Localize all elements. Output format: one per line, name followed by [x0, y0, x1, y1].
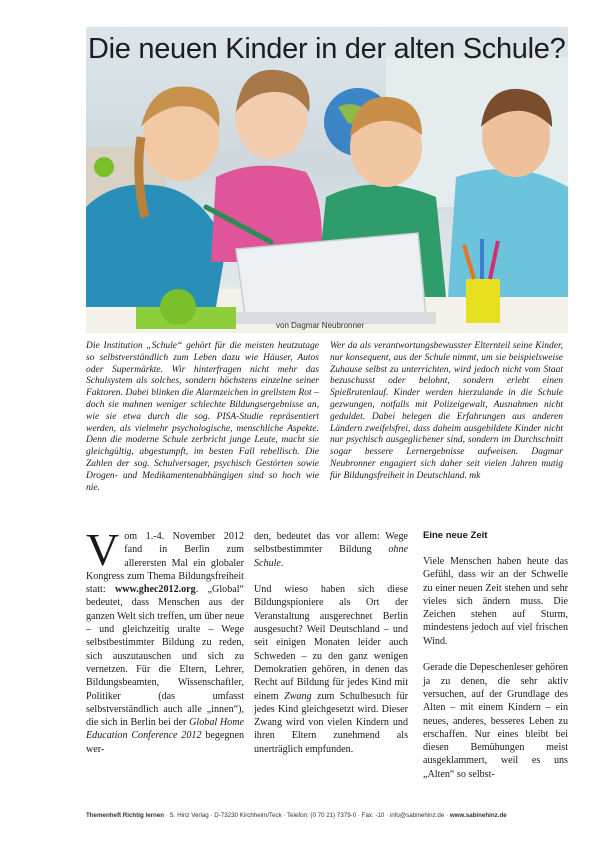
emphasis-text: Zwang: [284, 690, 312, 702]
event-name: Global Home Education Conference 2012: [86, 717, 244, 742]
website-link[interactable]: www.sabinehinz.de: [449, 812, 507, 819]
paragraph-text: begegnen wer-: [86, 730, 245, 755]
paragraph-text: den, bedeutet das vor allem: Wege selbstbestimmter Bildung: [254, 531, 408, 556]
intro-text-left: Die Institution „Schule“ gehört für die meisten heutzutage so selbstverständlich zum Leben dazu wie Häuser, Autos oder Supermärkte. Wir hinterfragen nicht mehr das Schulsystem als solches, sondern höchstens einzelne seiner Faktoren. Dabei blinken die Alarmzeichen in grellstem Rot – doch sie mahnen weniger schlechte Bildungsergebnisse an, wie sie etwa durch die sog. PISA-Studie repräsentiert werden, als vielmehr psychologische, menschliche Aspekte. Denn die moderne Schule zerbricht junge Leute, macht sie gleichgültig, abgestumpft, im besten Fall rebellisch. Die Zahlen der sog. Schulversager, psychisch Gestörten sowie Drogen- und Medikamentenabhängigen sind so hoch wie nie.: [86, 341, 319, 493]
intro-text-right: Wer da als verantwortungsbewusster Elternteil seine Kinder, nur konsequent, aus der Schule nimmt, um sie beispielsweise Zuhause selbst zu unterrichten, wird jedoch nicht vom Staat bezuschusst oder belohnt, sondern erlebt einen Spießrutenlauf. Kinder werden hierzulande in die Schule gezwungen, notfalls mit Polizeigewalt, Ausnahmen nicht geduldet. Dabei belegen die Erfahrungen aus anderen Ländern zweifelsfrei, dass daheim ausgebildete Kinder nicht nur psychisch ausgeglichener sind, sondern im Durchschnitt sogar bessere Lernergebnisse aufweisen. Dagmar Neubronner engagiert sich daher seit vielen Jahren mutig für Bildungsfreiheit in Deutschland. mk: [330, 341, 563, 481]
paragraph-text: Und wieso haben sich diese Bildungspioniere als Ort der Veranstaltung ausgerechnet Berlin ausgesucht? Weil Deutschland – und seit einigen Monaten leider auch Schweden – zu den ganz wenigen Demokratien gehören, in denen das Recht auf Bildung für jedes Kind mit einem: [254, 584, 408, 702]
publisher-details: · S. Hinz Verlag · D-73230 Kirchheim/Teck · Telefon: (0 70 21) 7379-0 · Fax: -10 · info@sabinehinz.de ·: [164, 812, 450, 819]
paragraph-text: .: [280, 557, 284, 569]
drop-cap: V: [86, 524, 120, 575]
body-column-2: [254, 530, 408, 769]
byline: von Dagmar Neubronner: [276, 321, 365, 330]
paragraph: Viele Menschen haben heute das Gefühl, dass wir an der Schwelle zu einer neuen Zeit stehen und sehr vieles sich ändern muss. Die Zeichen stehen auf Sturm, mindestens jedoch auf viel frischen Wind.: [423, 556, 568, 647]
children-at-laptop-illustration: [86, 27, 568, 333]
section-heading: Eine neue Zeit: [423, 530, 488, 541]
body-column-1: [86, 524, 245, 769]
paragraph-text: . „Global“ bedeutet, dass Menschen aus der ganzen Welt sich treffen, um über neue – und gleichzeitig uralte – Wege selbstbestimmter Bildung zu reden, sich auszutauschen und sich zu vernetzen. Für die Eltern, Lehrer, Bildungsbeamten, Wissenschaftler, Politiker (das umfasst selbstverständlich auch alle „innen“), die sich in Berlin bei der: [86, 584, 245, 729]
page-footer: [86, 812, 568, 819]
publication-name: Themenheft Richtig lernen: [86, 812, 165, 819]
article-headline: Die neuen Kinder in der alten Schule?: [88, 33, 566, 65]
paragraph-text: zum Schulbesuch für jedes Kind gleichgesetzt wird. Dieser Zwang wird von vielen Kindern und ihren Eltern zunehmend als unerträglich empfunden.: [254, 690, 408, 755]
paragraph: Gerade die Depeschenleser gehören ja zu denen, die sehr aktiv versuchen, auf der Grundlage des Alten – mit einem Kindern – ein neues, anderes, besseres Leben zu erschaffen. Nur eines bleibt bei diesen Bemühungen meist ausgeklammert, weil es uns „Alten“ so selbst-: [423, 662, 568, 780]
hero-photo: [86, 27, 568, 333]
paragraph-text: om 1.-4. November 2012 fand in Berlin zum allerersten Mal ein globaler Kongress zum Thema Bildungsfreiheit statt:: [86, 531, 244, 596]
body-column-3: [423, 530, 568, 794]
conference-link[interactable]: www.ghec2012.org: [114, 584, 196, 596]
emphasis-text: ohne Schule: [254, 544, 408, 569]
